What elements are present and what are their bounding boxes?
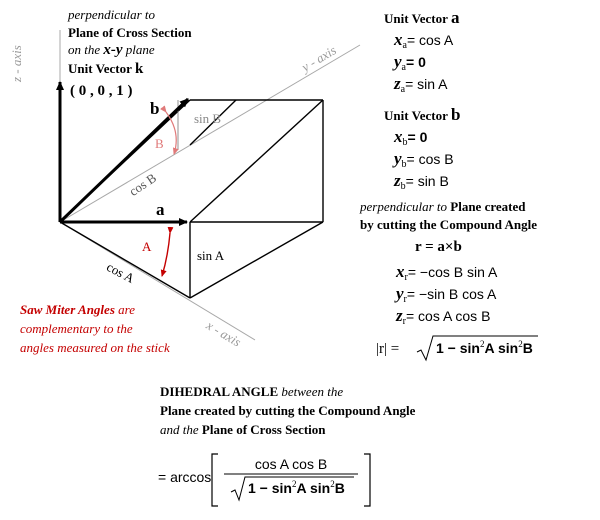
angle-B-label: B (155, 136, 164, 151)
r-z: zr= cos A cos B (396, 306, 491, 327)
dihedral-bracket-left (212, 454, 218, 506)
k-xy-text: on the x-y plane (68, 42, 155, 58)
unit-b-y: yb= cos B (394, 149, 454, 170)
k-plane-text: Plane of Cross Section (68, 25, 192, 40)
k-title: Unit Vector k (68, 61, 144, 77)
dihedral-bracket-right (364, 454, 370, 506)
sinB-label: sin B (194, 111, 222, 126)
r-magnitude-lhs: |r| = (376, 341, 400, 357)
dihedral-numerator: cos A cos B (254, 456, 328, 472)
dihedral-line1: DIHEDRAL ANGLE between the (160, 384, 344, 399)
perp-r-line1: perpendicular to Plane created (360, 199, 526, 214)
vector-b-label: b (150, 99, 160, 118)
sinA-label: sin A (197, 248, 225, 263)
r-y: yr= −sin B cos A (396, 284, 497, 305)
k-coords: ( 0 , 0 , 1 ) (70, 83, 133, 99)
y-axis-label: y - axis (298, 42, 339, 75)
saw-note-line2: complementary to the (20, 321, 133, 336)
r-magnitude-rhs: $1 - \sin^2A$ $\sin^2B$ (436, 339, 533, 356)
k-perpendicular-text: perpendicular to (68, 7, 156, 22)
x-axis-label: x - axis (203, 317, 244, 350)
dihedral-denominator: $1 - \sin^2A$ $\sin^2B$ (248, 479, 345, 496)
vector-b (60, 99, 188, 222)
r-definition: r = a×b (415, 239, 462, 255)
angle-A-arc (162, 233, 170, 276)
z-axis-label: z - axis (9, 45, 24, 82)
unit-b-x: xb= 0 (394, 127, 428, 148)
perp-r-line2: by cutting the Compound Angle (360, 217, 537, 232)
unit-b-title: Unit Vector b (384, 105, 461, 124)
angle-A-label: A (142, 239, 152, 254)
saw-note-line1: Saw Miter Angles are (20, 302, 135, 317)
dihedral-lhs: = arccos (158, 469, 212, 485)
dihedral-line2: Plane created by cutting the Compound Angle (160, 403, 416, 418)
cosA-label: cos A (104, 259, 138, 286)
vector-a-label: a (156, 200, 165, 219)
cosB-label: cos B (126, 170, 159, 199)
unit-b-z: zb= sin B (394, 171, 449, 192)
unit-a-x: xa= cos A (394, 30, 454, 51)
unit-a-z: za= sin A (394, 74, 448, 95)
unit-a-y: ya= 0 (394, 52, 426, 73)
dihedral-line3: and the Plane of Cross Section (160, 422, 326, 437)
r-x: xr= −cos B sin A (396, 262, 498, 283)
unit-a-title: Unit Vector a (384, 8, 460, 27)
saw-note-line3: angles measured on the stick (20, 340, 170, 355)
